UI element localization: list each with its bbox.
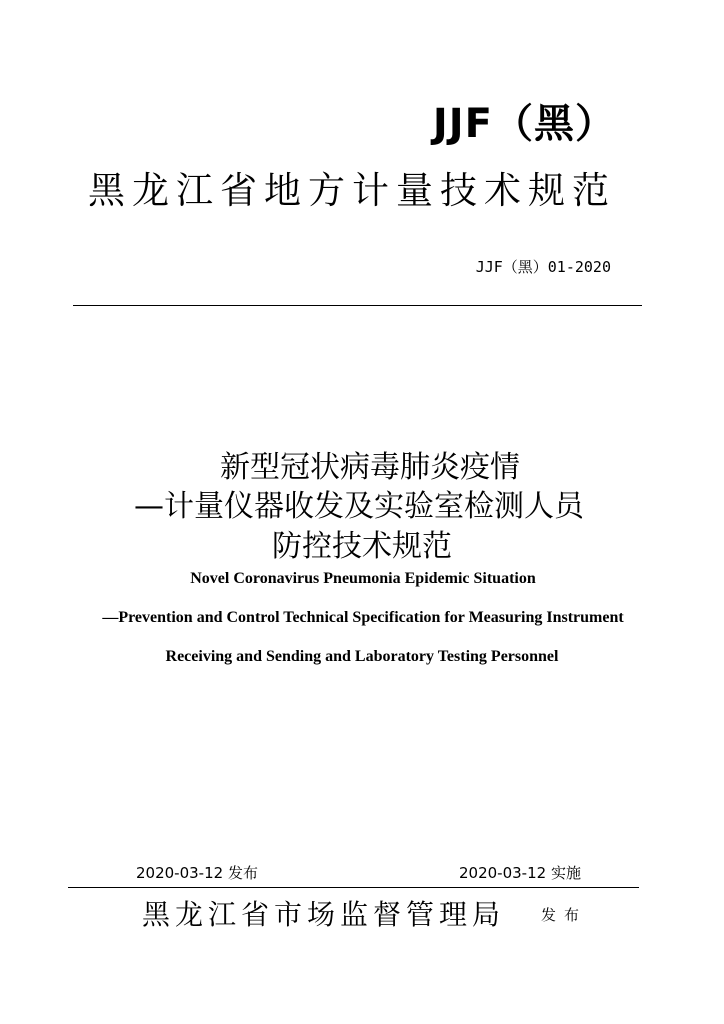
effective-date: 2020-03-12 实施 xyxy=(459,864,581,882)
english-title-line-1: Novel Coronavirus Pneumonia Epidemic Situation xyxy=(190,570,536,587)
document-number: JJF（黑）01-2020 xyxy=(475,258,611,276)
chinese-title-line-1: 新型冠状病毒肺炎疫情 xyxy=(220,450,520,485)
chinese-title-line-2: —计量仪器收发及实验室检测人员 xyxy=(134,489,584,524)
spec-category-title: 黑龙江省地方计量技术规范 xyxy=(88,169,616,212)
english-title-line-2: —Prevention and Control Technical Specification for Measuring Instrument xyxy=(102,609,624,626)
standard-code-region: （黑） xyxy=(493,101,616,147)
standard-code-heading xyxy=(433,92,616,149)
standard-code-prefix: JJF xyxy=(432,101,493,147)
top-divider xyxy=(73,305,642,306)
bottom-divider xyxy=(68,887,639,888)
publisher-name: 黑龙江省市场监督管理局 xyxy=(142,898,506,931)
issue-date: 2020-03-12 发布 xyxy=(136,864,258,882)
publisher-suffix: 发布 xyxy=(541,906,588,924)
english-title-line-3: Receiving and Sending and Laboratory Testing Personnel xyxy=(165,648,559,665)
chinese-title-line-3: 防控技术规范 xyxy=(272,529,452,564)
